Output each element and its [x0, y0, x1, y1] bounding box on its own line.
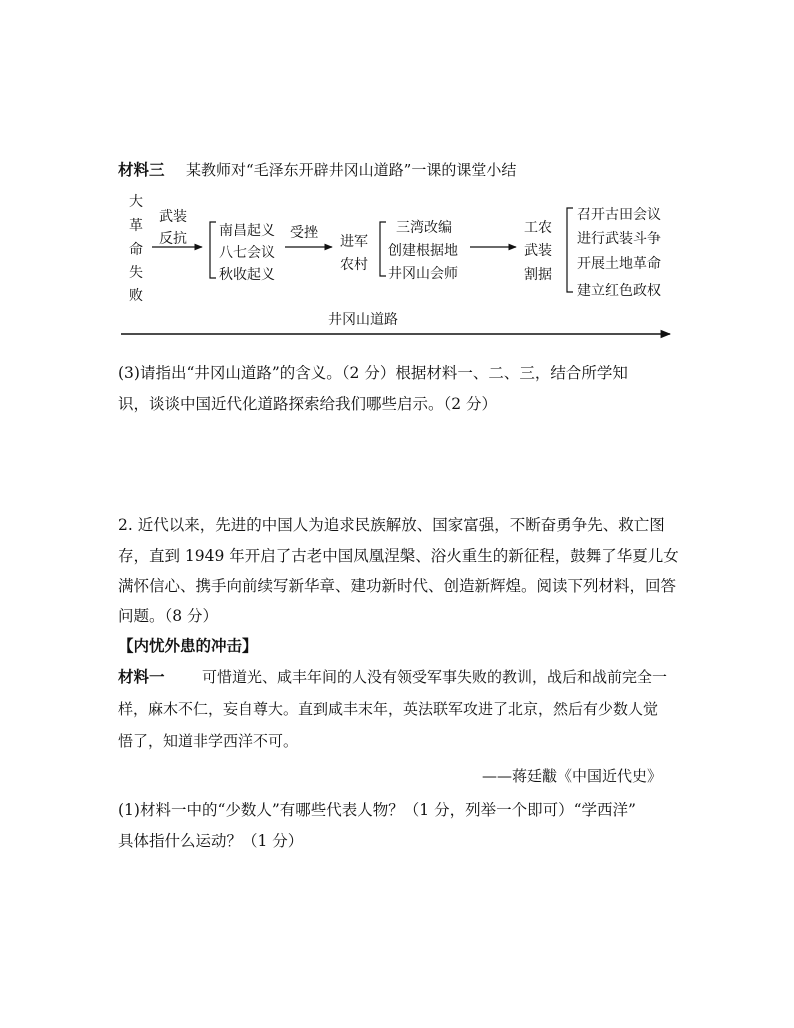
section-heading: 【内忧外患的冲击】	[118, 637, 258, 655]
node2-bottom: 农村	[340, 257, 368, 273]
node3-line-2: 武装	[524, 243, 552, 259]
start-char-5: 败	[129, 288, 143, 304]
material1-label: 材料一	[118, 668, 165, 686]
group1-item-1: 南昌起义	[219, 223, 275, 239]
material1-line2: 样，麻木不仁，妄自尊大。直到咸丰末年，英法联军攻进了北京，然后有少数人觉	[118, 700, 659, 718]
start-char-4: 失	[129, 265, 143, 281]
group1-item-2: 八七会议	[219, 245, 275, 261]
group3-item-2: 进行武装斗争	[577, 231, 661, 247]
arrow1-label-top: 武装	[159, 209, 187, 225]
start-char-3: 命	[129, 242, 143, 258]
timeline-label: 井冈山道路	[328, 312, 398, 328]
group2-item-1: 三湾改编	[396, 220, 452, 236]
question2-line2: 存，直到 1949 年开启了古老中国凤凰涅槃、浴火重生的新征程，鼓舞了华夏儿女	[118, 547, 679, 565]
arrow1-label-bottom: 反抗	[159, 231, 187, 247]
material1-source: ——蒋廷黻《中国近代史》	[482, 767, 663, 785]
brace1	[210, 222, 216, 278]
brace2	[380, 222, 386, 276]
node3-line-1: 工农	[524, 220, 552, 236]
question3-line1: (3)请指出“井冈山道路”的含义。（2 分）根据材料一、二、三，结合所学知	[118, 364, 628, 382]
material1-line1: 可惜道光、咸丰年间的人没有领受军事失败的教训，战后和战前完全一	[202, 668, 668, 686]
material3-title: 某教师对“毛泽东开辟井冈山道路”一课的课堂小结	[186, 161, 517, 179]
arrow2-label: 受挫	[290, 225, 318, 241]
group3-item-4: 建立红色政权	[577, 283, 661, 299]
group2-item-2: 创建根据地	[388, 243, 458, 259]
question2-line3: 满怀信心、携手向前续写新华章、建功新时代、创造新辉煌。阅读下列材料，回答	[118, 577, 677, 595]
question1-line1: (1)材料一中的“少数人”有哪些代表人物？（1 分，列举一个即可）“学西洋”	[118, 801, 636, 819]
start-char-1: 大	[129, 194, 143, 210]
question2-line4: 问题。（8 分）	[118, 607, 219, 625]
node3-line-3: 割据	[524, 267, 552, 283]
question2-line1: 2. 近代以来，先进的中国人为追求民族解放、国家富强，不断奋勇争先、救亡图	[118, 516, 665, 534]
material1-line3: 悟了，知道非学西洋不可。	[118, 732, 299, 750]
start-char-2: 革	[129, 218, 143, 234]
group1-item-3: 秋收起义	[219, 267, 275, 283]
material3-label: 材料三	[118, 161, 165, 179]
group3-item-1: 召开古田会议	[577, 207, 661, 223]
group3-item-3: 开展土地革命	[577, 256, 661, 272]
question3-line2: 识，谈谈中国近代化道路探索给我们哪些启示。（2 分）	[118, 395, 498, 413]
brace3	[567, 208, 573, 292]
group2-item-3: 井冈山会师	[388, 266, 458, 282]
question1-line2: 具体指什么运动？（1 分）	[118, 832, 304, 850]
node2-top: 进军	[340, 234, 368, 250]
